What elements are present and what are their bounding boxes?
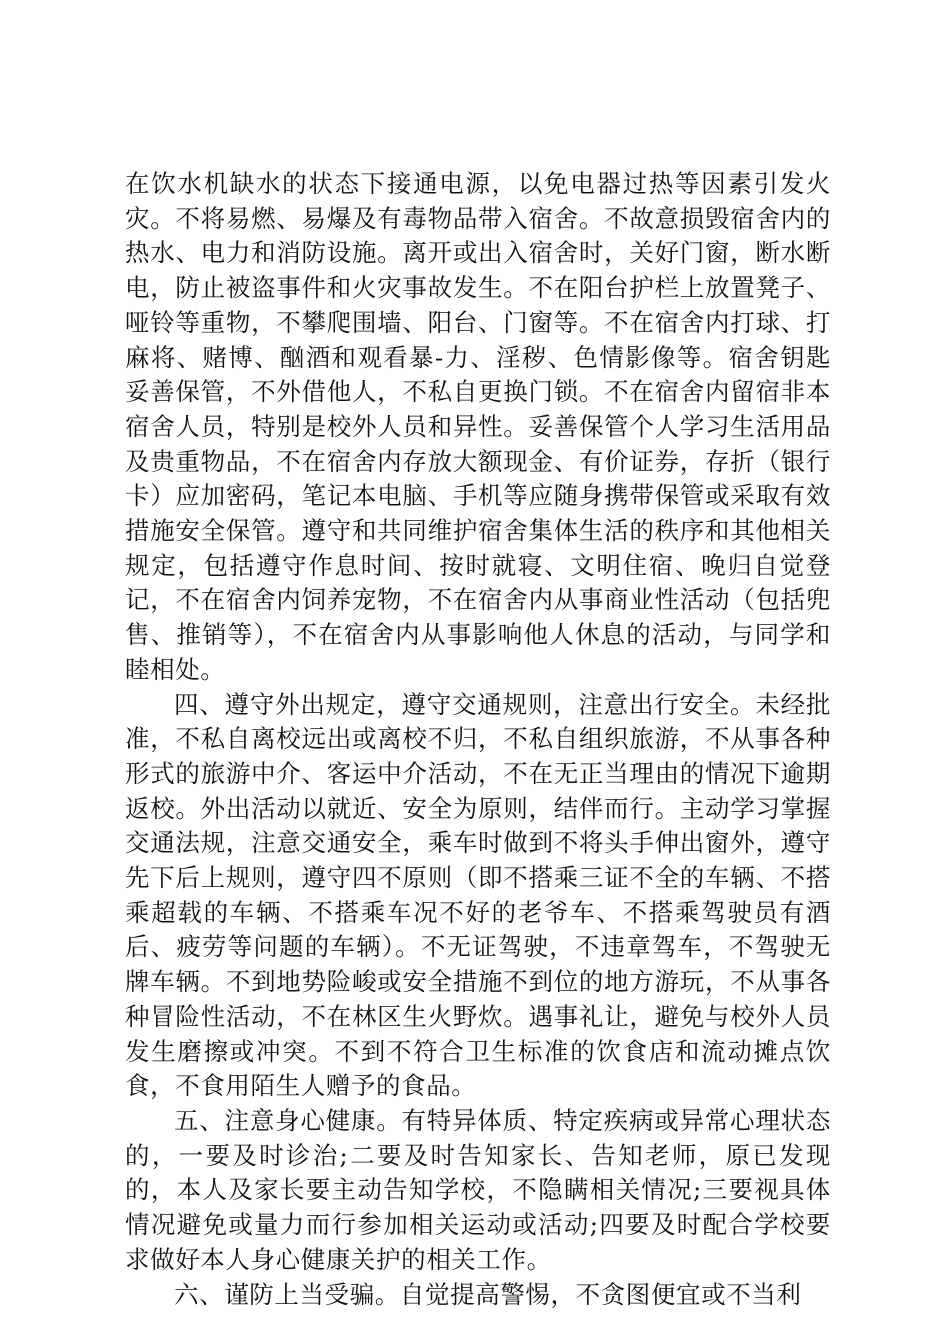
paragraph-four-travel-safety: 四、遵守外出规定，遵守交通规则，注意出行安全。未经批准，不私自离校远出或离校不归，不私自组织旅游，不从事各种形式的旅游中介、客运中介活动，不在无正当理由的情况下逾期返校。外出活动以就近、安全为原则，结伴而行。主动学习掌握交通法规，注意交通安全，乘车时做到不将头手伸出窗外，遵守先下后上规则，遵守四不原则（即不搭乘三证不全的车辆、不搭乘超载的车辆、不搭乘车况不好的老爷车、不搭乘驾驶员有酒后、疲劳等问题的车辆）。不无证驾驶，不违章驾车，不驾驶无牌车辆。不到地势险峻或安全措施不到位的地方游玩，不从事各种冒险性活动，不在林区生火野炊。遇事礼让，避免与校外人员发生磨擦或冲突。不到不符合卫生标准的饮食店和流动摊点饮食，不食用陌生人赠予的食品。 <box>125 689 831 1101</box>
paragraph-six-fraud-prevention: 六、谨防上当受骗。自觉提高警惕，不贪图便宜或不当利 <box>174 1279 802 1309</box>
document-body <box>125 167 831 1312</box>
paragraph-dormitory-rules: 在饮水机缺水的状态下接通电源，以免电器过热等因素引发火灾。不将易燃、易爆及有毒物品带入宿舍。不故意损毁宿舍内的热水、电力和消防设施。离开或出入宿舍时，关好门窗，断水断电，防止被盗事件和火灾事故发生。不在阳台护栏上放置凳子、哑铃等重物，不攀爬围墙、阳台、门窗等。不在宿舍内打球、打麻将、赌博、酗酒和观看暴-力、淫秽、色情影像等。宿舍钥匙妥善保管，不外借他人，不私自更换门锁。不在宿舍内留宿非本宿舍人员，特别是校外人员和异性。妥善保管个人学习生活用品及贵重物品，不在宿舍内存放大额现金、有价证券，存折（银行卡）应加密码，笔记本电脑、手机等应随身携带保管或采取有效措施安全保管。遵守和共同维护宿舍集体生活的秩序和其他相关规定，包括遵守作息时间、按时就寝、文明住宿、晚归自觉登记，不在宿舍内饲养宠物，不在宿舍内从事商业性活动（包括兜售、推销等），不在宿舍内从事影响他人休息的活动，与同学和睦相处。 <box>125 169 831 684</box>
paragraph-five-health: 五、注意身心健康。有特异体质、特定疾病或异常心理状态的，一要及时诊治;二要及时告知家长、告知老师，原已发现的，本人及家长要主动告知学校，不隐瞒相关情况;三要视具体情况避免或量力而行参加相关运动或活动;四要及时配合学校要求做好本人身心健康关护的相关工作。 <box>125 1105 831 1274</box>
